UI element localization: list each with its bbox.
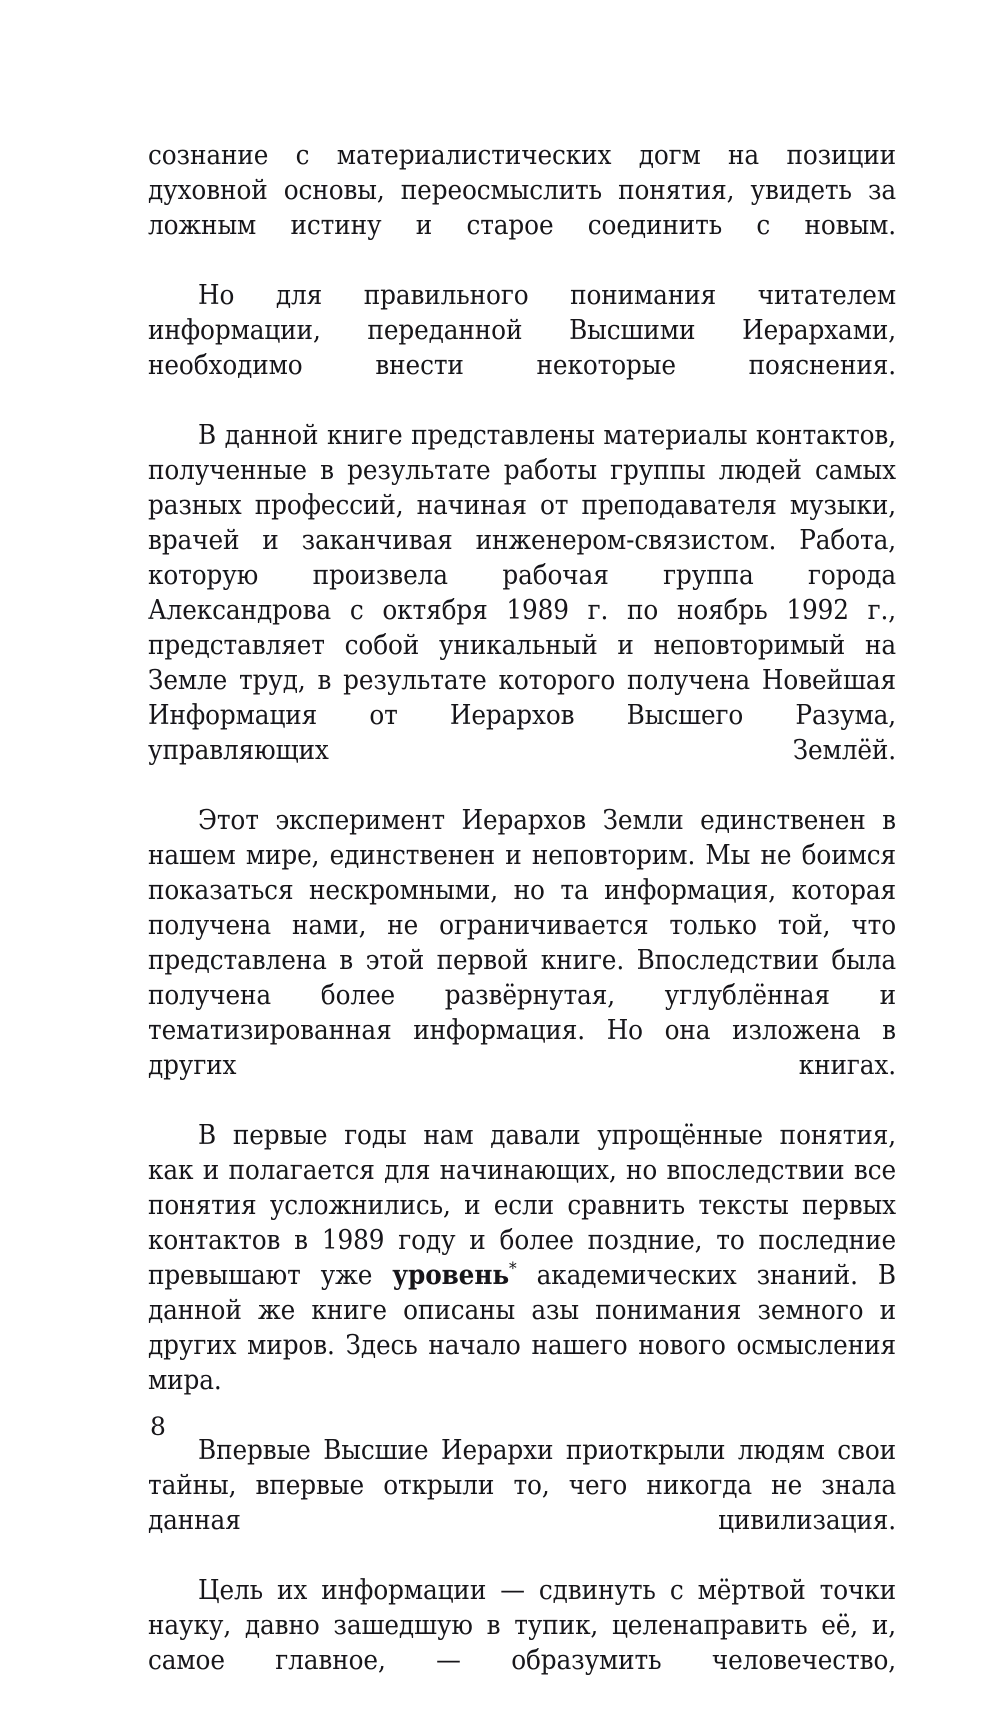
paragraph: Цель их информации — сдвинуть с мёртвой точки науку, давно зашедшую в тупик, целенаправить её, и, самое главное, — образумить человечество,	[148, 1574, 896, 1676]
page-text-block	[148, 138, 896, 1713]
paragraph-text-lead: В первые годы нам давали упрощённые понятия, как и полагается для начинающих, но впоследствии все понятия усложнились, и если сравнить тексты первых контактов в 1989 году и более поздние, то последние превышают уже	[148, 1119, 896, 1291]
paragraph-with-footnote	[148, 1118, 896, 1433]
paragraph: Но для правильного понимания читателем информации, переданной Высшими Иерархами, необходимо внести некоторые пояснения.	[148, 279, 896, 381]
paragraph: В данной книге представлены материалы контактов, полученные в результате работы группы людей самых разных профессий, начиная от преподавателя музыки, врачей и заканчивая инженером-связистом. Работа, которую произвела рабочая группа города Александрова с октября 1989 г. по ноябрь 1992 г., представляет собой уникальный и неповторимый на Земле труд, в результате которого получена Новейшая Информация от Иерархов Высшего Разума, управляющих Землёй.	[148, 419, 896, 766]
paragraph: сознание с материалистических догм на позиции духовной основы, переосмыслить понятия, увидеть за ложным истину и старое соединить с новым.	[148, 139, 896, 241]
emphasized-term: уровень	[392, 1259, 510, 1291]
paragraph: Впервые Высшие Иерархи приоткрыли людям свои тайны, впервые открыли то, чего никогда не знала данная цивилизация.	[148, 1434, 896, 1536]
footnote-marker-asterisk: *	[509, 1258, 517, 1279]
paragraph: Этот эксперимент Иерархов Земли единственен в нашем мире, единственен и неповторим. Мы не боимся показаться нескромными, но та информация, которая получена нами, не ограничивается только той, что представлена в этой первой книге. Впоследствии была получена более развёрнутая, углублённая и тематизированная информация. Но она изложена в других книгах.	[148, 804, 896, 1081]
page-number: 8	[150, 1412, 166, 1441]
paragraph-text-tail: академических знаний. В данной же книге описаны азы понимания земного и других миров. Здесь начало нашего нового осмысления мира.	[148, 1259, 896, 1396]
